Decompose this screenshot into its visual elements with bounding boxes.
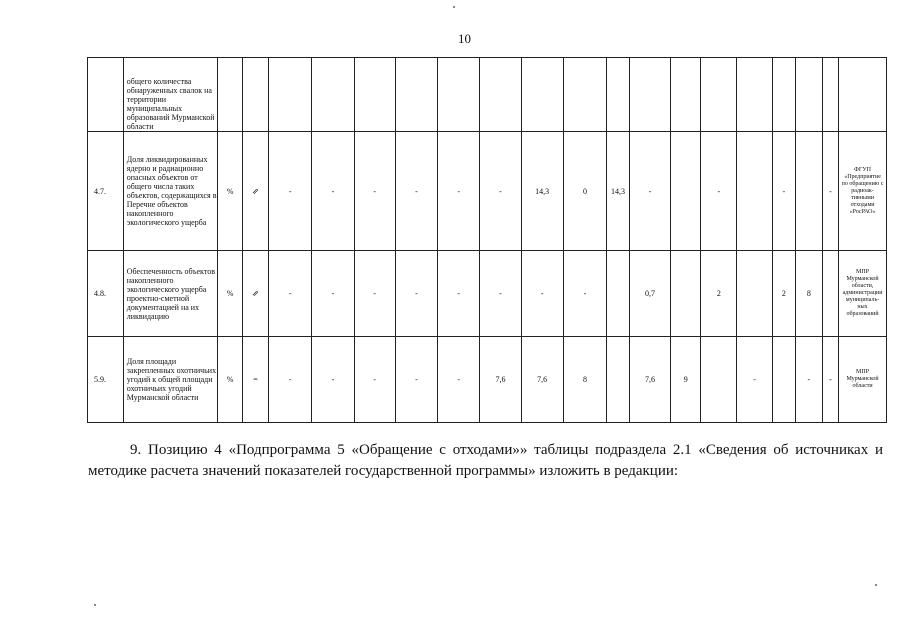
cell-value: - — [269, 251, 312, 337]
cell-value: 0,7 — [629, 251, 670, 337]
cell-value: - — [521, 251, 563, 337]
cell-value: - — [480, 251, 521, 337]
cell-value — [701, 337, 737, 423]
cell-value: - — [701, 132, 737, 251]
cell-value: - — [395, 337, 437, 423]
cell-unit: % — [218, 132, 243, 251]
cell-value: 7,6 — [480, 337, 521, 423]
cell-value: - — [629, 132, 670, 251]
scan-speck — [94, 604, 96, 606]
cell-value: 7,6 — [521, 337, 563, 423]
cell-value: - — [395, 251, 437, 337]
cell-value: 8 — [795, 251, 822, 337]
cell-value — [773, 337, 796, 423]
cell-value: - — [737, 337, 773, 423]
cell-value: - — [312, 337, 354, 423]
cell-value: - — [354, 132, 395, 251]
cell-value: - — [822, 132, 838, 251]
amendment-paragraph: 9. Позицию 4 «Подпрограмма 5 «Обращение с отходами»» таблицы подраздела 2.1 «Сведения об источниках и методике расчета значений показателей государственной программы» изложить в редакции: — [88, 442, 883, 479]
cell-value: - — [822, 337, 838, 423]
cell-indicator-name: Обеспеченность объектов накопленного экологического ущерба проектно-сметной документацией на их ликвидацию — [123, 251, 217, 337]
cell-value: - — [395, 132, 437, 251]
cell-indicator-name: Доля площади закрепленных охотничьих угодий к общей площади охотничьих угодий Мурманской области — [123, 337, 217, 423]
cell-indicator-name: Доля ликвидированных ядерно и радиационно опасных объектов от общего числа таких объектов, содержащихся в Перечне объектов накопленного экологического ущерба — [123, 132, 217, 251]
cell-value: - — [773, 132, 796, 251]
cell-num: 4.8. — [88, 251, 124, 337]
cell-value: - — [438, 132, 480, 251]
trend-equal-icon: = — [243, 337, 269, 423]
cell-indicator-name: общего количества обнаруженных свалок на территории муниципальных образований Мурманской области — [123, 58, 217, 132]
cell-value: - — [312, 251, 354, 337]
cell-value: - — [354, 337, 395, 423]
trend-arrow-icon: ⇗ — [243, 251, 269, 337]
cell-value: 2 — [701, 251, 737, 337]
table-row — [88, 337, 887, 423]
table-row-continued — [88, 58, 887, 132]
cell-num: 5.9. — [88, 337, 124, 423]
cell-value — [737, 251, 773, 337]
cell-value: 8 — [563, 337, 606, 423]
cell-value: 0 — [563, 132, 606, 251]
cell-num: 4.7. — [88, 132, 124, 251]
cell-value — [607, 251, 630, 337]
indicators-table — [87, 57, 887, 423]
table-row — [88, 251, 887, 337]
cell-value — [607, 337, 630, 423]
cell-value: - — [269, 132, 312, 251]
cell-value: - — [269, 337, 312, 423]
cell-responsible: МПР Мурманской области — [839, 337, 887, 423]
cell-responsible: МПР Мурманской области, администрации муниципаль-ных образований — [839, 251, 887, 337]
cell-value — [671, 132, 701, 251]
page-number: 10 — [458, 31, 471, 46]
cell-value: - — [438, 337, 480, 423]
cell-value: 2 — [773, 251, 796, 337]
cell-value — [795, 132, 822, 251]
scan-speck — [453, 6, 455, 8]
cell-value: 14,3 — [607, 132, 630, 251]
cell-value — [737, 132, 773, 251]
cell-value: 14,3 — [521, 132, 563, 251]
cell-value — [671, 251, 701, 337]
trend-arrow-icon: ⇗ — [243, 132, 269, 251]
scan-speck — [875, 584, 877, 586]
cell-value — [822, 251, 838, 337]
cell-num — [88, 58, 124, 132]
cell-responsible: ФГУП «Предприятие по обращению с радиоак-тивными отходами «РосРАО» — [839, 132, 887, 251]
cell-value: - — [354, 251, 395, 337]
cell-value: 9 — [671, 337, 701, 423]
cell-value: - — [438, 251, 480, 337]
cell-value: - — [563, 251, 606, 337]
cell-value: - — [480, 132, 521, 251]
table-row — [88, 132, 887, 251]
cell-value: - — [795, 337, 822, 423]
cell-unit: % — [218, 251, 243, 337]
cell-unit: % — [218, 337, 243, 423]
cell-value: - — [312, 132, 354, 251]
cell-value: 7,6 — [629, 337, 670, 423]
